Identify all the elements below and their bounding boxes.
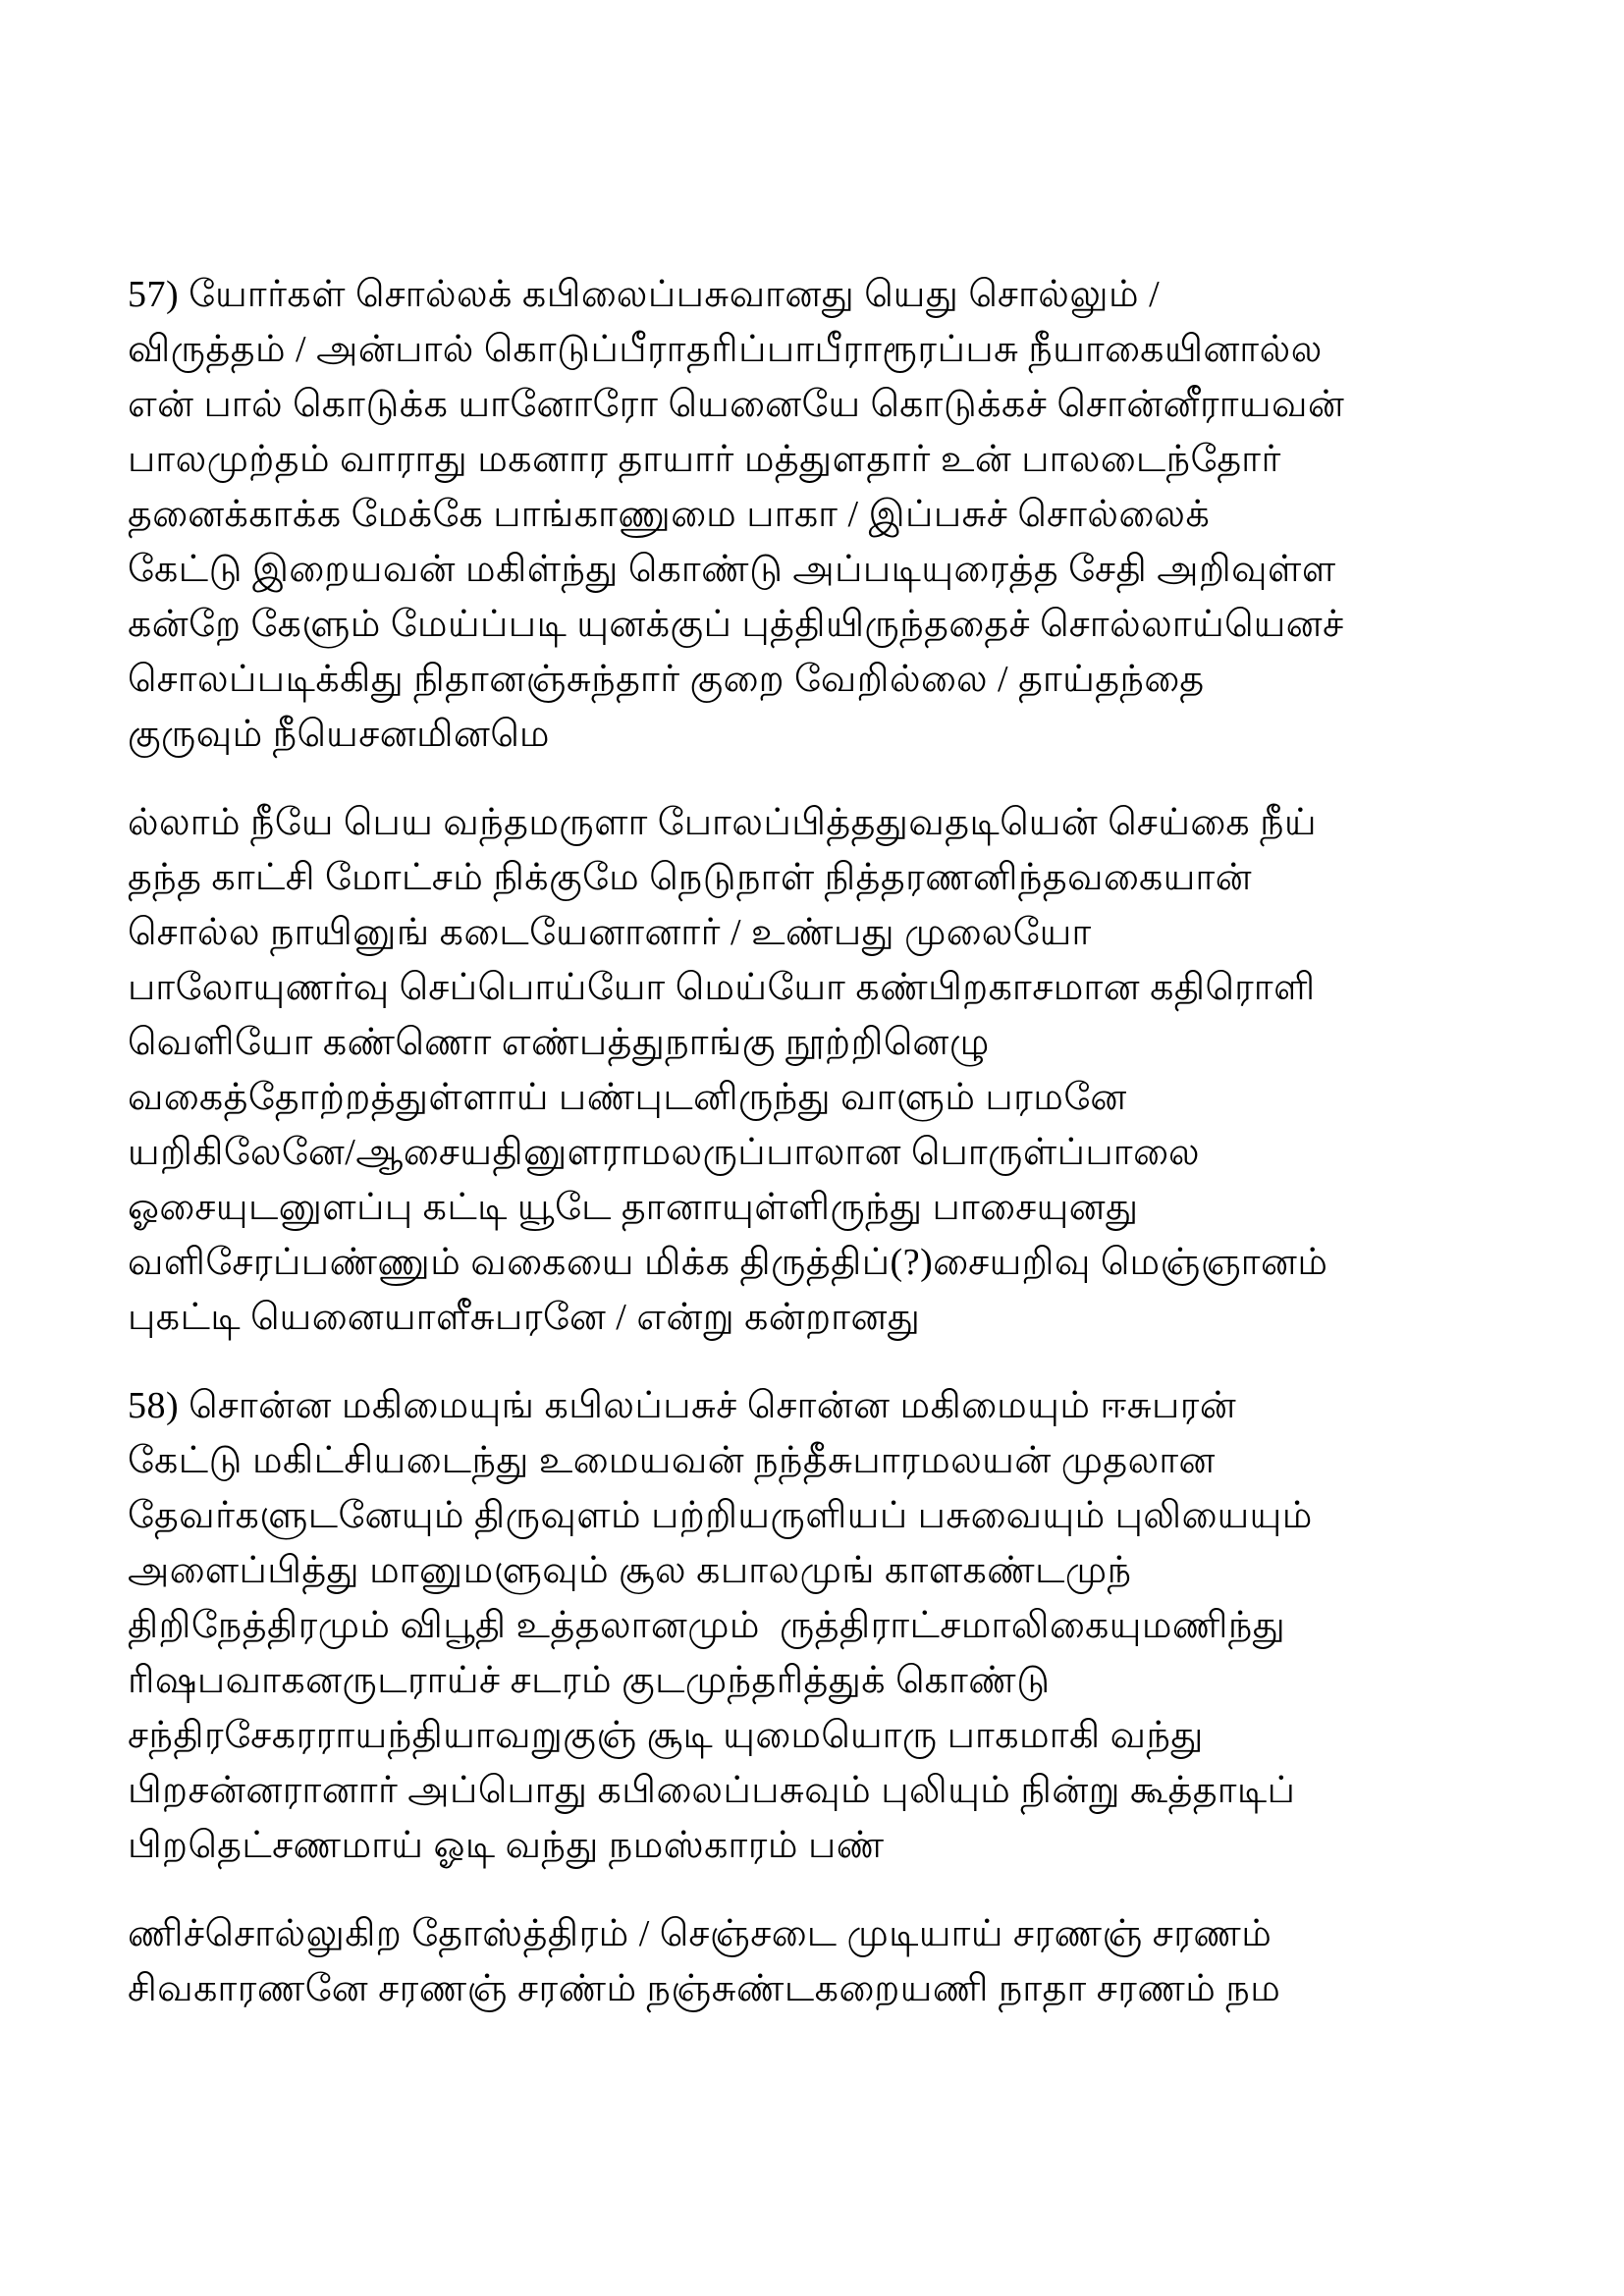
text-line: திறிநேத்திரமும் விபூதி உத்தலானமும் ருத்திராட்சமாலிகையுமணிந்து — [128, 1605, 1286, 1646]
text-line: கேட்டு மகிட்சியடைந்து உமையவன் நந்தீசுபாரமலயன் முதலான — [128, 1440, 1216, 1481]
text-line: ல்லாம் நீயே பெய வந்தமருளா போலப்பித்ததுவதடியென் செய்கை நீய் — [128, 802, 1318, 843]
text-line: புகட்டி யெனையாளீசுபரனே / என்று கன்றானது — [128, 1297, 921, 1338]
text-line: வளிசேரப்பண்ணும் வகையை மிக்க திருத்திப்(?)சையறிவு மெஞ்ஞானம் — [128, 1242, 1328, 1283]
text-line: என் பால் கொடுக்க யானோரோ யெனையே கொடுக்கச் சொன்னீராயவன் — [128, 384, 1345, 425]
text-line: பிறசன்னரானார் அப்பொது கபிலைப்பசுவும் புலியும் நின்று கூத்தாடிப் — [128, 1770, 1296, 1811]
text-line: வகைத்தோற்றத்துள்ளாய் பண்புடனிருந்து வாளும் பரமனே — [128, 1077, 1127, 1118]
text-line: வெளியோ கண்ணொ எண்பத்துநாங்கு நூற்றினெழு — [128, 1022, 990, 1063]
text-line: கேட்டு இறையவன் மகிள்ந்து கொண்டு அப்படியுரைத்த சேதி அறிவுள்ள — [128, 549, 1336, 590]
text-line: அளைப்பித்து மானுமளுவும் சூல கபாலமுங் காளகண்டமுந் — [128, 1550, 1132, 1591]
text-line: சொல்ல நாயினுங் கடையேனானார் / உண்பது முலையோ — [128, 912, 1092, 953]
text-line: சொலப்படிக்கிது நிதானஞ்சுந்தார் குறை வேறில்லை / தாய்தந்தை — [128, 659, 1205, 700]
text-line: சந்திரசேகரராயந்தியாவறுகுஞ் சூடி யுமையொரு பாகமாகி வந்து — [128, 1715, 1204, 1756]
text-line: குருவும் நீயெசனமினமெ — [128, 714, 551, 755]
text-line: தந்த காட்சி மோட்சம் நிக்குமே நெடுநாள் நித்தரணனிந்தவகையான் — [128, 857, 1253, 898]
text-line: சிவகாரணனே சரணஞ் சரண்ம் நஞ்சுண்டகறையணி நாதா சரணம் நம — [128, 1968, 1281, 2009]
text-line: பாலமுற்தம் வாராது மகனார தாயார் மத்துளதார் உன் பாலடைந்தோர் — [128, 439, 1281, 480]
paragraph-58-continued — [128, 1906, 1506, 2016]
text-line: பாலோயுணர்வு செப்பொய்யோ மெய்யோ கண்பிறகாசமான கதிரொளி — [128, 967, 1316, 1008]
text-line: 58) சொன்ன மகிமையுங் கபிலப்பசுச் சொன்ன மகிமையும் ஈசுபரன் — [128, 1385, 1237, 1426]
text-line: யறிகிலேனே/ஆசையதினுளராமலருப்பாலான பொருள்ப்பாலை — [128, 1132, 1201, 1173]
text-line: தனைக்காக்க மேக்கே பாங்காணுமை பாகா / இப்பசுச் சொல்லைக் — [128, 494, 1211, 535]
text-line: 57) யோர்கள் சொல்லக் கபிலைப்பசுவானது யெது சொல்லும் / — [128, 274, 1161, 315]
text-line: கன்றே கேளும் மேய்ப்படி யுனக்குப் புத்தியிருந்ததைச் சொல்லாய்யெனச் — [128, 604, 1344, 645]
paragraph-57-continued — [128, 795, 1506, 1345]
text-line: விருத்தம் / அன்பால் கொடுப்பீராதரிப்பாபீராரூரப்பசு நீயாகையினால்ல — [128, 329, 1323, 370]
text-line: பிறதெட்சணமாய் ஓடி வந்து நமஸ்காரம் பண் — [128, 1825, 885, 1866]
paragraph-57 — [128, 267, 1506, 762]
text-line: ரிஷபவாகனருடராய்ச் சடரம் குடமுந்தரித்துக் கொண்டு — [128, 1660, 1051, 1701]
text-line: தேவர்களுடனேயும் திருவுளம் பற்றியருளியப் பசுவையும் புலியையும் — [128, 1495, 1313, 1536]
text-line: ணிச்சொல்லுகிற தோஸ்த்திரம் / செஞ்சடை முடியாய் சரணஞ் சரணம் — [128, 1913, 1272, 1954]
paragraph-58 — [128, 1378, 1506, 1873]
text-line: ஓசையுடனுளப்பு கட்டி யூடே தானாயுள்ளிருந்து பாசையுனது — [128, 1187, 1139, 1228]
